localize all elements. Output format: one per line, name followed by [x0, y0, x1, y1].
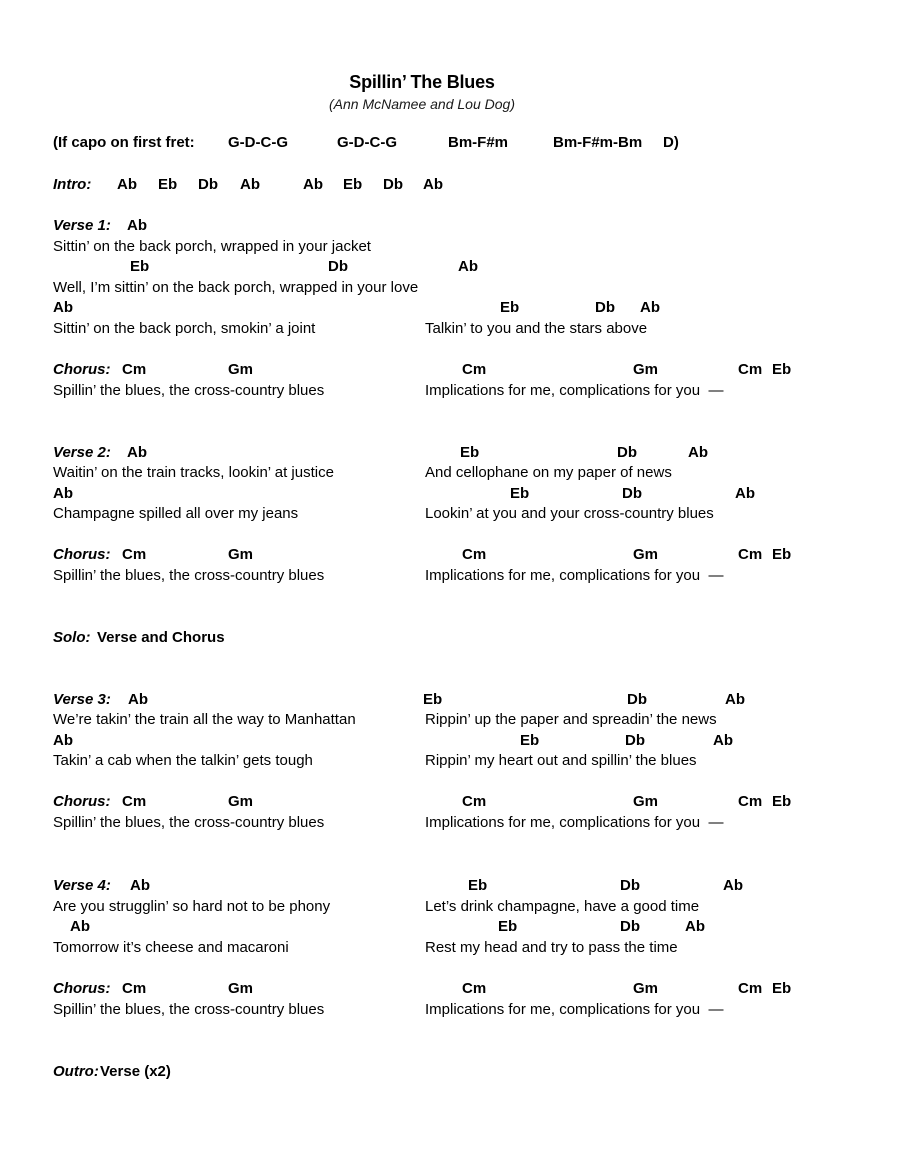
section-label: Chorus: [53, 793, 111, 810]
bold-text: Verse and Chorus [97, 629, 225, 646]
lyric-line [0, 319, 900, 339]
lyric-text: Are you strugglin’ so hard not to be phony [53, 898, 331, 915]
chord-line [0, 484, 900, 504]
chord: Ab [688, 444, 708, 461]
bold-text: (If capo on first fret: [53, 134, 195, 151]
lyric-text: Rippin’ up the paper and spreadin’ the news [425, 711, 717, 728]
chord: Db [328, 258, 348, 275]
chord: Eb [500, 299, 520, 316]
lyric-line [0, 751, 900, 771]
lyric-line [0, 381, 900, 401]
lyric-text: Tomorrow it’s cheese and macaroni [53, 939, 289, 956]
chord: Ab [303, 176, 323, 193]
chord: Gm [228, 361, 254, 378]
chord: Cm [122, 546, 147, 563]
song-credits: (Ann McNamee and Lou Dog) [329, 96, 515, 112]
bold-text: G-D-C-G [228, 134, 288, 151]
chord: Gm [633, 546, 659, 563]
chord: Ab [725, 691, 745, 708]
chord: Eb [343, 176, 363, 193]
chord: Eb [772, 361, 792, 378]
bold-text: Bm-F#m-Bm [553, 134, 643, 151]
chord: Cm [462, 980, 487, 997]
chord: Ab [53, 299, 73, 316]
lyric-text: Sittin’ on the back porch, smokin’ a joint [53, 320, 316, 337]
chord: Ab [53, 485, 73, 502]
chord: Db [620, 877, 640, 894]
lyric-text: And cellophane on my paper of news [425, 464, 672, 481]
lyric-text: Lookin’ at you and your cross-country blues [425, 505, 714, 522]
chord: Eb [423, 691, 443, 708]
chord: Gm [228, 793, 254, 810]
chord-line [0, 257, 900, 277]
lyric-text: Implications for me, complications for you — [425, 1001, 724, 1018]
lyric-text: Spillin’ the blues, the cross-country blues [53, 814, 325, 831]
song-title: Spillin’ The Blues [349, 72, 495, 92]
lyric-line [0, 566, 900, 586]
chord: Ab [713, 732, 733, 749]
chord: Cm [738, 546, 763, 563]
chord: Gm [633, 793, 659, 810]
lyric-text: Let’s drink champagne, have a good time [425, 898, 700, 915]
chord: Eb [520, 732, 540, 749]
section-label: Verse 3: [53, 691, 111, 708]
section-line [0, 792, 900, 812]
chord: Cm [122, 361, 147, 378]
section-line [0, 628, 900, 648]
chord: Db [620, 918, 640, 935]
chord: Ab [685, 918, 705, 935]
chord: Cm [462, 361, 487, 378]
chord: Db [625, 732, 645, 749]
lyric-text: Takin’ a cab when the talkin’ gets tough [53, 752, 313, 769]
bold-text: Verse (x2) [100, 1063, 171, 1080]
lyric-text: Spillin’ the blues, the cross-country blues [53, 1001, 325, 1018]
chord: Db [383, 176, 403, 193]
section-label: Verse 1: [53, 217, 111, 234]
section-label: Chorus: [53, 361, 111, 378]
chord: Gm [633, 980, 659, 997]
section-line [0, 545, 900, 565]
section-line [0, 876, 900, 896]
chord: Eb [772, 980, 792, 997]
section-label: Verse 4: [53, 877, 111, 894]
lyric-line [0, 938, 900, 958]
chord: Cm [738, 980, 763, 997]
lyric-text: We’re takin’ the train all the way to Manhattan [53, 711, 356, 728]
section-label: Outro: [53, 1063, 99, 1080]
section-line [0, 360, 900, 380]
lyric-text: Well, I’m sittin’ on the back porch, wrapped in your love [53, 279, 419, 296]
bold-text: G-D-C-G [337, 134, 397, 151]
chord: Eb [772, 793, 792, 810]
chord: Gm [228, 546, 254, 563]
lyric-line [0, 504, 900, 524]
bold-text: D) [663, 134, 679, 151]
lyric-text: Spillin’ the blues, the cross-country blues [53, 382, 325, 399]
chord: Ab [127, 444, 147, 461]
chord-line [0, 731, 900, 751]
lyric-line [0, 813, 900, 833]
section-label: Chorus: [53, 546, 111, 563]
lyric-text: Champagne spilled all over my jeans [53, 505, 299, 522]
section-line [0, 175, 900, 195]
chord: Db [622, 485, 642, 502]
chord: Db [617, 444, 637, 461]
section-line [0, 1062, 900, 1082]
chord: Eb [460, 444, 480, 461]
chord: Cm [122, 793, 147, 810]
lyric-text: Waitin’ on the train tracks, lookin’ at justice [53, 464, 334, 481]
chord: Ab [70, 918, 90, 935]
bold-text: Bm-F#m [448, 134, 509, 151]
lyric-line [0, 710, 900, 730]
chord: Gm [228, 980, 254, 997]
lyric-line [0, 463, 900, 483]
lyric-text: Talkin’ to you and the stars above [425, 320, 648, 337]
chord: Ab [458, 258, 478, 275]
section-line [0, 979, 900, 999]
chord: Ab [128, 691, 148, 708]
chord: Ab [117, 176, 137, 193]
chord: Eb [158, 176, 178, 193]
section-label: Verse 2: [53, 444, 111, 461]
chord: Ab [423, 176, 443, 193]
chord: Ab [127, 217, 147, 234]
section-label: Intro: [53, 176, 92, 193]
chord: Gm [633, 361, 659, 378]
chord: Cm [122, 980, 147, 997]
chord: Db [627, 691, 647, 708]
lyric-line [0, 278, 900, 298]
lyric-text: Sittin’ on the back porch, wrapped in your jacket [53, 238, 371, 255]
lyric-line [0, 133, 900, 153]
lyric-text: Implications for me, complications for you — [425, 814, 724, 831]
chord: Cm [738, 361, 763, 378]
chord: Eb [498, 918, 518, 935]
chord: Eb [130, 258, 150, 275]
chord: Db [198, 176, 218, 193]
section-label: Solo: [53, 629, 91, 646]
chord: Ab [735, 485, 755, 502]
chord: Ab [240, 176, 260, 193]
lyric-line [0, 1000, 900, 1020]
lyric-text: Rest my head and try to pass the time [425, 939, 678, 956]
chord: Ab [130, 877, 150, 894]
section-line [0, 216, 900, 236]
chord: Cm [462, 793, 487, 810]
chord: Eb [468, 877, 488, 894]
chord: Ab [723, 877, 743, 894]
chord: Ab [640, 299, 660, 316]
section-label: Chorus: [53, 980, 111, 997]
lyric-text: Rippin’ my heart out and spillin’ the blues [425, 752, 697, 769]
lyric-line [0, 897, 900, 917]
lyric-text: Spillin’ the blues, the cross-country blues [53, 567, 325, 584]
lyric-text: Implications for me, complications for you — [425, 382, 724, 399]
chord-line [0, 917, 900, 937]
chord: Ab [53, 732, 73, 749]
chord-line [0, 298, 900, 318]
lyric-text: Implications for me, complications for you — [425, 567, 724, 584]
chord: Cm [738, 793, 763, 810]
chord: Db [595, 299, 615, 316]
section-line [0, 690, 900, 710]
chord: Cm [462, 546, 487, 563]
lyric-line [0, 237, 900, 257]
section-line [0, 443, 900, 463]
chord: Eb [772, 546, 792, 563]
chord: Eb [510, 485, 530, 502]
